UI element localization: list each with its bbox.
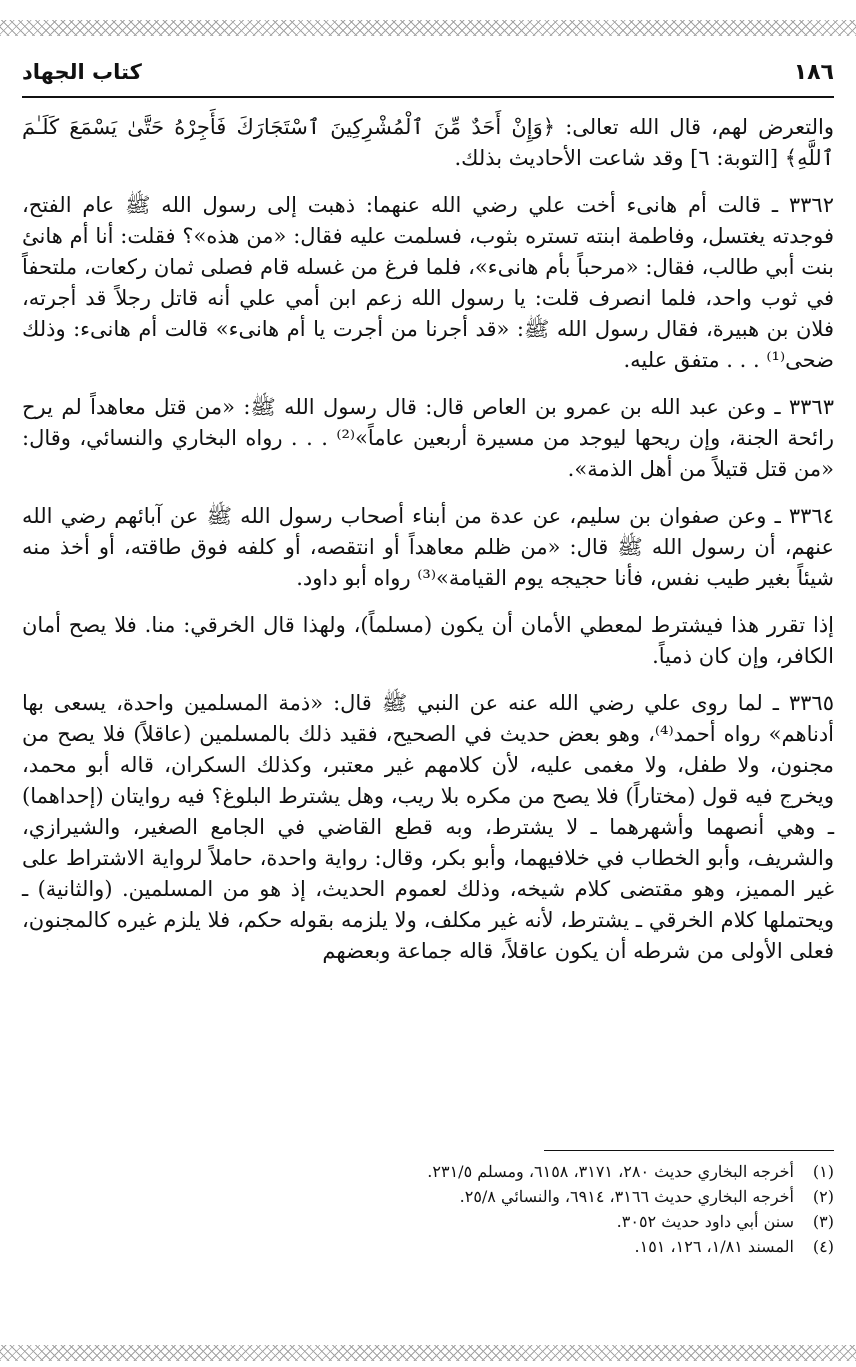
footnote-text: أخرجه البخاري حديث ٢٨٠، ٣١٧١، ٦١٥٨، ومسلم ٢٣١/٥. <box>427 1162 794 1181</box>
footnote-item <box>22 1209 834 1234</box>
footnote-number: (٢) <box>812 1187 834 1206</box>
top-ornamental-border <box>0 20 856 36</box>
main-text <box>22 112 834 967</box>
footnote-text: سنن أبي داود حديث ٣٠٥٢. <box>616 1212 794 1231</box>
footnote-text: المسند ١/٨١، ١٢٦، ١٥١. <box>634 1237 794 1256</box>
footnote-text: أخرجه البخاري حديث ٣١٦٦، ٦٩١٤، والنسائي ٢٥/٨. <box>459 1187 794 1206</box>
paragraph-hadith-3362: ٣٣٦٢ ـ قالت أم هانىء أخت علي رضي الله عنهما: ذهبت إلى رسول الله ﷺ عام الفتح، فوجدته يغتسل، وفاطمة ابنته تستره بثوب، فسلمت عليه فقال: «من هذه»؟ فقلت: أنا أم هانئ بنت أبي طالب، فقال: «مرحباً بأم هانىء»، فلما فرغ من غسله قام فصلى ثمان ركعات، ملتحفاً في ثوب واحد، فلما انصرف قلت: يا رسول الله زعم ابن أمي علي أنه قاتل رجلاً قد أجرته، فلان بن هبيرة، فقال رسول الله ﷺ: «قد أجرنا من أجرت يا أم هانىء» قالت أم هانىء: وذلك ضحى⁽¹⁾ . . . متفق عليه. <box>22 193 834 372</box>
footnotes <box>22 1150 834 1259</box>
paragraph-hadith-3365: ٣٣٦٥ ـ لما روى علي رضي الله عنه عن النبي ﷺ قال: «ذمة المسلمين واحدة، يسعى بها أدناهم» رواه أحمد⁽⁴⁾، وهو بعض حديث في الصحيح، فقيد ذلك بالمسلمين (عاقلاً) فلا يصح من مجنون، ولا طفل، ولا مغمى عليه، لأن كلامهم غير معتبر، وكذلك السكران، قاله أبو محمد، ويخرج فيه قول (مختاراً) فلا يصح من مكره بلا ريب، وهل يشترط البلوغ؟ فيه روايتان (إحداهما) ـ وهي أنصهما وأشهرهما ـ لا يشترط، وبه قطع القاضي في الجامع الصغير، والشيرازي، والشريف، وأبو الخطاب في خلافيهما، وأبو بكر، وقال: رواية واحدة، حاملاً لرواية الاشتراط على غير المميز، وهو مقتضى كلام شيخه، وذلك لعموم الحديث، إذ هو من المسلمين. (والثانية) ـ ويحتملها كلام الخرقي ـ يشترط، لأنه غير مكلف، ولا يلزمه بقوله حكم، فلا يلزم غيره كالمجنون، فعلى الأولى من شرطه أن يكون عاقلاً، قاله جماعة وبعضهم <box>22 691 835 963</box>
paragraph-intro: والتعرض لهم، قال الله تعالى: ﴿وَإِنْ أَحَدٌ مِّنَ ٱلْمُشْرِكِينَ ٱسْتَجَارَكَ فَأَجِرْهُ حَتَّىٰ يَسْمَعَ كَلَـٰمَ ٱللَّهِ﴾ [التوبة: ٦] وقد شاعت الأحاديث بذلك. <box>22 115 834 170</box>
footnote-item <box>22 1234 834 1259</box>
footnote-number: (١) <box>812 1162 834 1181</box>
paragraph-hadith-3363: ٣٣٦٣ ـ وعن عبد الله بن عمرو بن العاص قال: قال رسول الله ﷺ: «من قتل معاهداً لم يرح رائحة الجنة، وإن ريحها ليوجد من مسيرة أربعين عاماً»⁽²⁾ . . . رواه البخاري والنسائي، وقال: «من قتل قتيلاً من أهل الذمة». <box>22 395 834 481</box>
book-title: كتاب الجهاد <box>22 60 142 84</box>
page-body <box>22 56 834 983</box>
footnote-number: (٤) <box>812 1237 834 1256</box>
paragraph-condition: إذا تقرر هذا فيشترط لمعطي الأمان أن يكون (مسلماً)، ولهذا قال الخرقي: منا. فلا يصح أمان الكافر، وإن كان ذمياً. <box>22 613 834 668</box>
footnote-divider <box>544 1150 834 1151</box>
paragraph-hadith-3364: ٣٣٦٤ ـ وعن صفوان بن سليم، عن عدة من أبناء أصحاب رسول الله ﷺ عن آبائهم رضي الله عنهم، أن رسول الله ﷺ قال: «من ظلم معاهداً أو انتقصه، أو كلفه فوق طاقته، أو أخذ منه شيئاً بغير طيب نفس، فأنا حجيجه يوم القيامة»⁽³⁾ رواه أبو داود. <box>22 504 834 590</box>
footnote-item <box>22 1184 834 1209</box>
footnote-number: (٣) <box>812 1212 834 1231</box>
bottom-ornamental-border <box>0 1345 856 1361</box>
page-number: ١٨٦ <box>793 60 834 85</box>
page-header <box>22 56 834 98</box>
footnote-item <box>22 1159 834 1184</box>
